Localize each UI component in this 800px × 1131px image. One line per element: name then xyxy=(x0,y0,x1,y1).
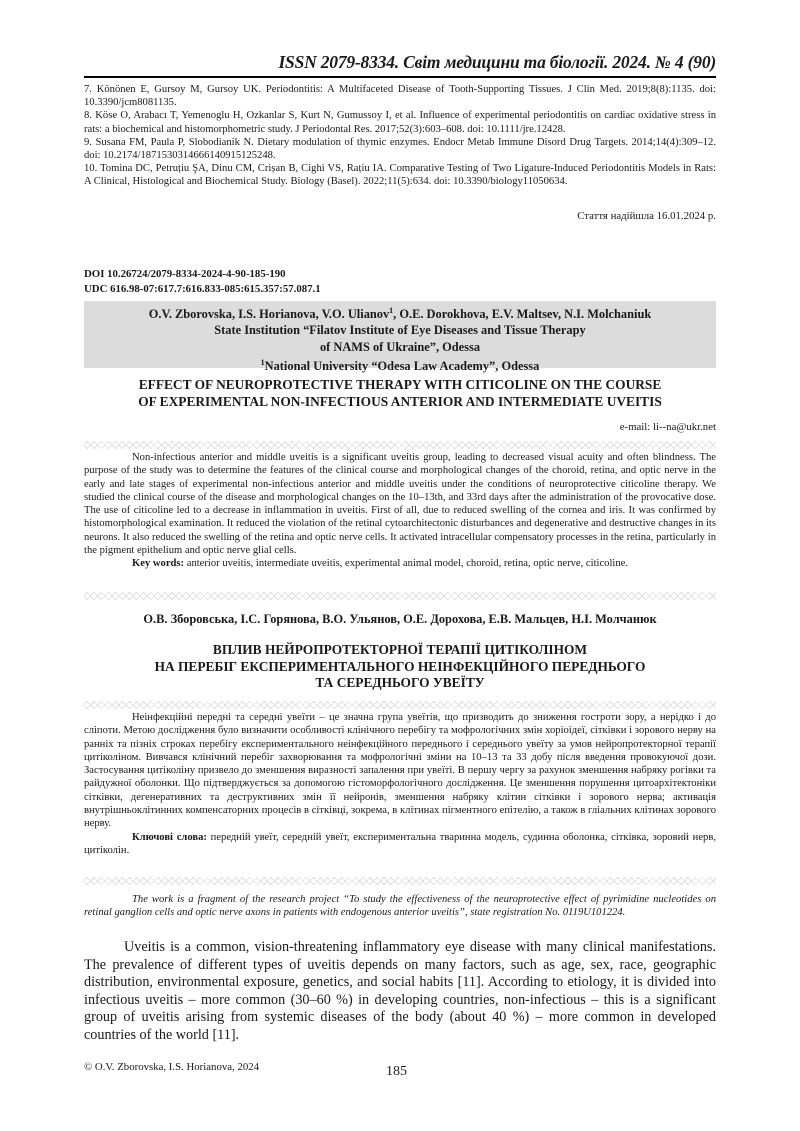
article-title-ua: ВПЛИВ НЕЙРОПРОТЕКТОРНОЇ ТЕРАПІЇ ЦИТІКОЛІНОМ НА ПЕРЕБІГ ЕКСПЕРИМЕНТАЛЬНОГО НЕІНФЕКЦІЙНОГО ПЕРЕДНЬОГО ТА СЕРЕДНЬОГО УВЕЇТУ xyxy=(154,642,646,690)
author-affiliation-box xyxy=(84,301,716,373)
reference-list xyxy=(84,83,716,189)
abstract-en: Non-infectious anterior and middle uveitis is a significant uveitis group, leading to decreased visual acuity and often blindness. The purpose of the study was to determine the features of the clinical course and morphological changes of the choroid, retina, and optic nerve in the early and late stages of experimental non-infectious anterior and middle uveitis under the conditions of neuroprotective citicoline therapy. We studied the clinical course of the disease and morphological changes on the 10–13th, and 33rd days after the administration of the provocative dose. The use of citicoline led to a decrease in inflammation in uveitis. First of all, due to reduced swelling of the cornea and iris. It was confirmed by histomorphological examination. It reduced the violation of the retinal cytoarchitectonic disturbances and degenerative and destructive changes in its neurons. It also reduced the swelling of the retina and optic nerve cells. It activated intracellular compensatory processes in the retina, particularly in the pigment epithelium and optic nerve glial cells. Key words: anterior uveitis, intermediate uveitis, experimental animal model, choroid, retina, optic nerve, citicoline. xyxy=(84,452,716,570)
journal-header: ISSN 2079-8334. Світ медицини та біології. 2024. № 4 (90) xyxy=(278,52,716,72)
article-identifiers xyxy=(84,267,321,297)
authors-ua: О.В. Зборовська, І.С. Горянова, В.О. Ульянов, О.Е. Дорохова, Е.В. Мальцев, Н.І. Молчанюк xyxy=(143,612,657,626)
keywords-en: Key words: anterior uveitis, intermediate uveitis, experimental animal model, choroid, retina, optic nerve, citicoline. xyxy=(132,558,628,570)
article-title-en: EFFECT OF NEUROPROTECTIVE THERAPY WITH CITICOLINE ON THE COURSE OF EXPERIMENTAL NON-INFECTIOUS ANTERIOR AND INTERMEDIATE UVEITIS xyxy=(138,377,662,409)
reference-item: 9. Susana FM, Paula P, Slobodianik N. Dietary modulation of thymic enzymes. Endocr Metab Immune Disord Drug Targets. 2014;14(4):309–12. doi: 10.2174/1871530314666140915125248. xyxy=(84,136,716,162)
received-date: Стаття надійшла 16.01.2024 р. xyxy=(577,210,716,222)
reference-item: 10. Tomina DC, Petruțiu ŞA, Dinu CM, Crișan B, Cighi VS, Rațiu IA. Comparative Testing of Two Ligature-Induced Periodontitis Models in Rats: A Clinical, Histological and Biochemical Study. Biology (Basel). 2022;11(5):634. doi: 10.3390/biology11050634. xyxy=(84,163,716,188)
introduction-paragraph: Uveitis is a common, vision-threatening inflammatory eye disease with many clinical manifestations. The prevalence of different types of uveitis depends on many factors, such as age, sex, race, geographic distribution, environmental exposure, genetics, and social habits [11]. According to etiology, it is divided into infectious uveitis – more common (30–60 %) in developing countries, non-infectious – this is a significant group of uveitis arising from systemic diseases of the body (about 40 %) – more common in developed countries of the world [11]. xyxy=(84,939,716,1043)
affiliation-line: of NAMS of Ukraine”, Odessa xyxy=(319,339,481,354)
wavy-divider xyxy=(84,877,716,885)
authors-en: O.V. Zborovska, I.S. Horianova, V.O. Ulianov$^1$, O.E. Dorokhova, E.V. Maltsev, N.I. Molchaniuk xyxy=(148,306,652,322)
keywords-ua: Ключові слова: передній увеїт, середній увеїт, експериментальна тваринна модель, судинна оболонка, сітківка, зоровий нерв, цитіколін. xyxy=(84,831,716,856)
affiliation-line: $^1$National University “Odesa Law Academy”, Odessa xyxy=(260,357,540,373)
header-rule xyxy=(84,76,716,78)
contact-email: e-mail: li--na@ukr.net xyxy=(619,421,716,433)
reference-item: 8. Köse O, Arabacı T, Yemenoglu H, Ozkanlar S, Kurt N, Gumussoy I, et al. Influence of experimental periodontitis on cardiac oxidative stress in rats: a biochemical and histomorphometric study. J Periodontal Res. 2017;52(3):603–608. doi: 10.1111/jre.12428. xyxy=(84,110,716,135)
doi: DOI 10.26724/2079-8334-2024-4-90-185-190 xyxy=(84,268,286,280)
wavy-divider xyxy=(84,701,716,709)
page-number: 185 xyxy=(386,1064,407,1079)
udc: UDC 616.98-07:617.7:616.833-085:615.357:57.087.1 xyxy=(84,283,321,295)
affiliation-line: State Institution “Filatov Institute of Eye Diseases and Tissue Therapy xyxy=(214,323,586,338)
copyright-notice: © O.V. Zborovska, I.S. Horianova, 2024 xyxy=(84,1061,260,1073)
wavy-divider xyxy=(84,592,716,600)
funding-note: The work is a fragment of the research project “To study the effectiveness of the neuroprotective effect of pyrimidine nucleotides on retinal ganglion cells and optic nerve axons in patients with endogenous anterior uveitis”, state registration No. 0119U101224. xyxy=(84,894,716,919)
abstract-ua: Неінфекційні передні та середні увеїти – це значна група увеїтів, що призводить до зниження гостроти зору, а нерідко і до сліпоти. Метою дослідження було визначити особливості клінічного перебігу та мофрологічних змін хоріоідеї, сітківки і зорового нерву на ранніх та пізніх строках перебігу експериментального неінфекційного переднього і середнього увеїту за умов нейропротекторної терапії цитіколіном. Вивчався клінічний перебіг захворювання та мофрологічні зміни на 10–13 та 33 добу після введення провокуючої дози. Застосування цитіколіну призвело до зменшення виразності запалення при увеїті. В першу чергу за рахунок зменшення набряку рогівки та райдужної оболонки. Що підтверджується за допомогою гістоморфологічного дослідження. Це зменшення порушення цитоархітектоніки сітківки, дегенеративних та деструктивних змін її нейронів, зменшення набряку клітин сітківки і зорового нерва; активація внутрішньоклітинних компенсаторних процесів в сітківці, зокрема, в клітинах пігментного епітелію, а також в гліальних клітинах зорового нерву. Ключові слова: передній увеїт, середній увеїт, експериментальна тваринна модель, судинна оболонка, сітківка, зоровий нерв, цитіколін. xyxy=(84,712,716,856)
wavy-divider xyxy=(84,441,716,449)
reference-item: 7. Könönen E, Gursoy M, Gursoy UK. Periodontitis: A Multifaceted Disease of Tooth-Supporting Tissues. J Clin Med. 2019;8(8):1135. doi: 10.3390/jcm8081135. xyxy=(84,84,716,109)
